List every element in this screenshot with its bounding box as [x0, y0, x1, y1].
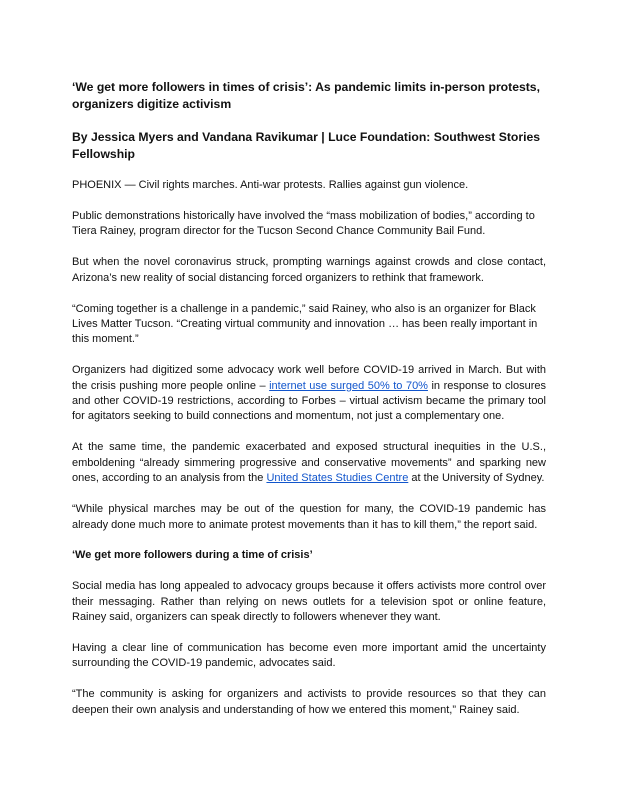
paragraph-text: in response to closures and other COVID-19 restrictions, according to Forbes – virtual activism became the primary tool for agitators seeking to build connections and momentum, not just a complementary one.	[72, 379, 546, 423]
paragraph: Having a clear line of communication has become even more important amid the uncertainty surrounding the COVID-19 pandemic, advocates said.	[72, 642, 546, 670]
article-title: ‘We get more followers in times of crisis’: As pandemic limits in-person protests, organizers digitize activism	[72, 80, 540, 111]
internet-use-link[interactable]: internet use surged 50% to 70%	[269, 379, 428, 392]
paragraph: But when the novel coronavirus struck, prompting warnings against crowds and close contact, Arizona’s new reality of social distancing forced organizers to rethink that framework.	[72, 256, 546, 284]
paragraph-with-link	[72, 363, 546, 425]
paragraph-dateline: PHOENIX — Civil rights marches. Anti-war protests. Rallies against gun violence.	[72, 179, 469, 191]
us-studies-centre-link[interactable]: United States Studies Centre	[266, 472, 409, 485]
paragraph-text: Organizers had digitized some advocacy work well before COVID-19 arrived in March. But with the crisis pushing more people online –	[72, 364, 546, 392]
paragraph-with-link	[72, 440, 546, 486]
paragraph-quote: “The community is asking for organizers and activists to provide resources so that they can deepen their own analysis and understanding of how we entered this moment,” Rainey said.	[72, 688, 546, 716]
paragraph: Public demonstrations historically have involved the “mass mobilization of bodies,” according to Tiera Rainey, program director for the Tucson Second Chance Community Bail Fund.	[72, 209, 535, 238]
paragraph-quote: “While physical marches may be out of the question for many, the COVID-19 pandemic has already done much more to animate protest movements than it has to kill them,” the report said.	[72, 503, 546, 531]
document-page	[72, 79, 546, 734]
article-byline: By Jessica Myers and Vandana Ravikumar | Luce Foundation: Southwest Stories Fellowship	[72, 130, 541, 161]
section-subheading: ‘We get more followers during a time of crisis’	[72, 549, 313, 562]
paragraph: Social media has long appealed to advocacy groups because it offers activists more control over their messaging. Rather than relying on news outlets for a television spot or online feature, Rainey said, organizers can speak directly to followers whenever they want.	[72, 580, 546, 624]
paragraph-text: At the same time, the pandemic exacerbated and exposed structural inequities in the U.S., emboldening “already simmering progressive and conservative movements” and sparking new ones, according to an analysis from the	[72, 441, 546, 485]
paragraph-text: at the University of Sydney.	[408, 472, 545, 485]
paragraph-quote: “Coming together is a challenge in a pandemic,” said Rainey, who also is an organizer for Black Lives Matter Tucson. “Creating virtual community and innovation … has been really important in this moment.”	[72, 302, 538, 346]
